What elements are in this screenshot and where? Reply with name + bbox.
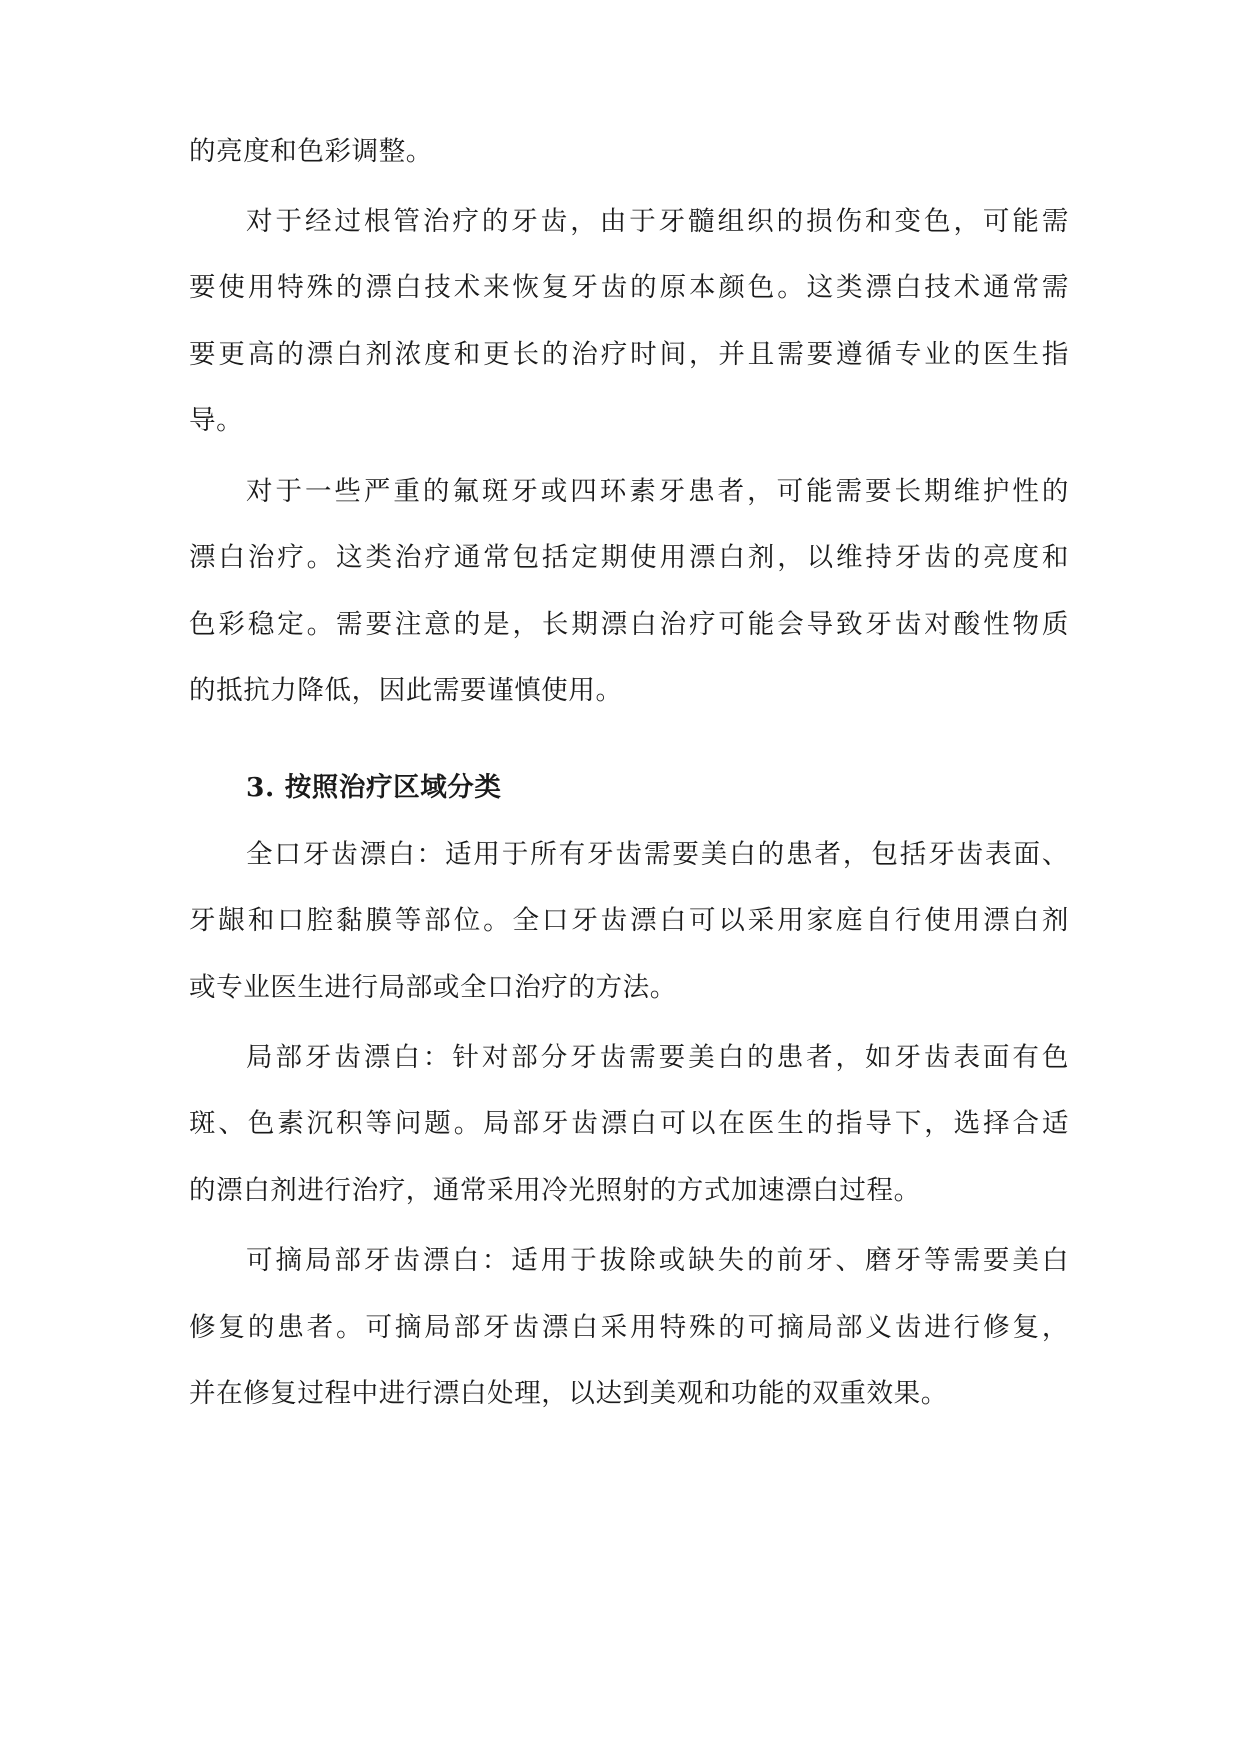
paragraph-line: 要使用特殊的漂白技术来恢复牙齿的原本颜色。这类漂白技术通常需 [189, 272, 1069, 303]
paragraph-line: 的漂白剂进行治疗，通常采用冷光照射的方式加速漂白过程。 [189, 1175, 921, 1206]
paragraph-line: 全口牙齿漂白：适用于所有牙齿需要美白的患者，包括牙齿表面、 [246, 839, 1069, 870]
paragraph-line: 局部牙齿漂白：针对部分牙齿需要美白的患者，如牙齿表面有色 [246, 1042, 1069, 1073]
paragraph-line: 对于经过根管治疗的牙齿，由于牙髓组织的损伤和变色，可能需 [246, 206, 1069, 237]
paragraph-line: 漂白治疗。这类治疗通常包括定期使用漂白剂，以维持牙齿的亮度和 [189, 542, 1069, 573]
paragraph-line: 并在修复过程中进行漂白处理，以达到美观和功能的双重效果。 [189, 1378, 948, 1409]
paragraph-line: 要更高的漂白剂浓度和更长的治疗时间，并且需要遵循专业的医生指 [189, 339, 1069, 370]
paragraph-line: 色彩稳定。需要注意的是，长期漂白治疗可能会导致牙齿对酸性物质 [189, 609, 1069, 640]
paragraph-line: 修复的患者。可摘局部牙齿漂白采用特殊的可摘局部义齿进行修复， [189, 1312, 1069, 1343]
paragraph-line: 斑、色素沉积等问题。局部牙齿漂白可以在医生的指导下，选择合适 [189, 1108, 1069, 1139]
paragraph-line: 导。 [189, 405, 244, 436]
paragraph-line: 可摘局部牙齿漂白：适用于拔除或缺失的前牙、磨牙等需要美白 [246, 1245, 1069, 1276]
section-heading: 3. 按照治疗区域分类 [246, 772, 502, 803]
paragraph-line: 牙龈和口腔黏膜等部位。全口牙齿漂白可以采用家庭自行使用漂白剂 [189, 905, 1069, 936]
paragraph-line: 的抵抗力降低，因此需要谨慎使用。 [189, 675, 623, 706]
paragraph-line: 或专业医生进行局部或全口治疗的方法。 [189, 972, 677, 1003]
paragraph-line: 的亮度和色彩调整。 [189, 136, 433, 167]
paragraph-line: 对于一些严重的氟斑牙或四环素牙患者，可能需要长期维护性的 [246, 476, 1069, 507]
